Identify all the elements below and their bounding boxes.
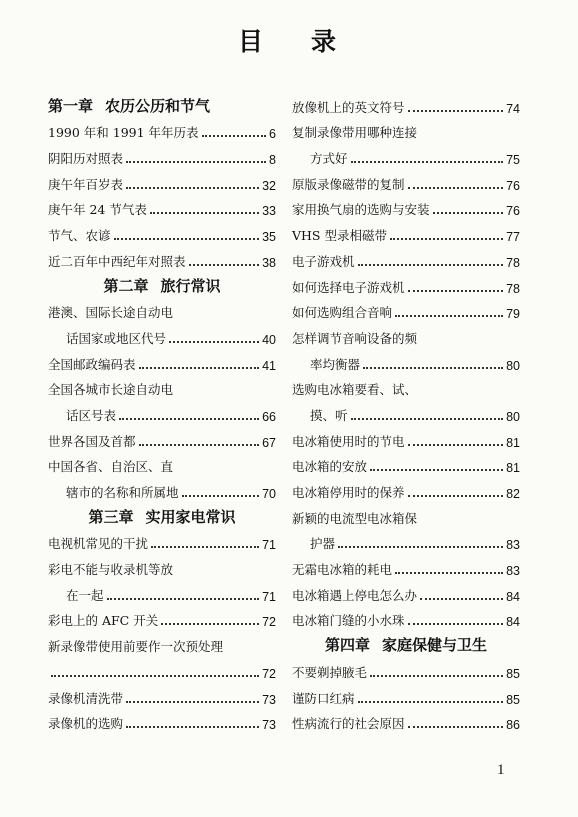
toc-entry [292, 141, 520, 167]
toc-entry-page: 84 [506, 589, 520, 604]
toc-entry-page: 86 [506, 718, 520, 733]
toc-entry-title: 摸、听 [310, 407, 348, 423]
dot-leader [126, 160, 266, 163]
toc-entry [292, 681, 520, 707]
title-char-2: 录 [311, 27, 341, 56]
dot-leader [189, 263, 260, 266]
toc-entry-title: 无霜电冰箱的耗电 [292, 562, 393, 578]
toc-entry-page: 80 [506, 358, 520, 373]
toc-entry [292, 450, 520, 476]
toc-entry [292, 527, 520, 553]
toc-entry-title: 护器 [310, 536, 336, 552]
toc-right-column [292, 90, 520, 732]
toc-entry-title: 如何选择电子游戏机 [292, 279, 405, 295]
dot-leader [107, 597, 260, 600]
toc-entry [48, 244, 276, 270]
toc-entry [292, 321, 520, 347]
toc-entry-page: 84 [506, 615, 520, 630]
dot-leader [51, 674, 259, 677]
toc-entry [292, 270, 520, 296]
toc-entry-page: 76 [506, 178, 520, 193]
dot-leader [161, 622, 259, 625]
toc-entry-page: 33 [262, 204, 276, 219]
toc-entry-page: 75 [506, 153, 520, 168]
toc-entry [48, 578, 276, 604]
dot-leader [351, 160, 504, 163]
toc-entry [292, 398, 520, 424]
toc-entry [48, 347, 276, 373]
toc-entry-title: 录像机的选购 [48, 716, 124, 732]
toc-entry-title: 庚午年百岁表 [48, 176, 124, 192]
chapter-number: 第二章 [103, 276, 149, 295]
toc-entry-title: 中国各省、自治区、直 [48, 459, 174, 475]
toc-entry [292, 578, 520, 604]
toc-entry [292, 707, 520, 733]
toc-entry [48, 398, 276, 424]
dot-leader [408, 443, 504, 446]
toc-entry [48, 527, 276, 553]
toc-entry-title: 不要剃掉腋毛 [292, 664, 368, 680]
toc-entry-title: 家用换气扇的选购与安装 [292, 202, 430, 218]
dot-leader [433, 211, 504, 214]
dot-leader [139, 366, 260, 369]
toc-entry [292, 604, 520, 630]
toc-entry-page: 67 [262, 435, 276, 450]
dot-leader [408, 725, 504, 728]
toc-entry-page: 32 [262, 178, 276, 193]
toc-entry [48, 707, 276, 733]
dot-leader [151, 545, 259, 548]
page-title [0, 22, 578, 58]
chapter-name: 家庭保健与卫生 [382, 636, 488, 655]
toc-entry [48, 167, 276, 193]
toc-entry-page: 66 [262, 409, 276, 424]
toc-entry-title: 电子游戏机 [292, 253, 355, 269]
toc-entry-title: 彩电上的 AFC 开关 [48, 613, 159, 629]
toc-entry-title: 复制录像带用哪种连接 [292, 125, 418, 141]
toc-entry-title: 录像机清洗带 [48, 690, 124, 706]
toc-entry-title: 怎样调节音响设备的频 [292, 330, 418, 346]
dot-leader [408, 186, 504, 189]
dot-leader [126, 725, 259, 728]
toc-entry-title: 电冰箱的安放 [292, 459, 368, 475]
toc-entry-page: 82 [506, 487, 520, 501]
dot-leader [390, 237, 503, 240]
chapter-name: 旅行常识 [160, 276, 221, 295]
toc-entry [48, 681, 276, 707]
toc-entry [292, 296, 520, 322]
toc-entry-page: 38 [262, 255, 276, 270]
toc-entry [292, 424, 520, 450]
toc-entry-title: 放像机上的英文符号 [292, 99, 405, 115]
chapter-heading [48, 270, 276, 296]
toc-entry-title: 电冰箱遇上停电怎么办 [292, 587, 418, 603]
dot-leader [202, 134, 267, 137]
dot-leader [126, 186, 259, 189]
toc-entry [292, 501, 520, 527]
toc-entry [48, 296, 276, 322]
dot-leader [395, 571, 503, 574]
toc-entry-title: 电视机常见的干扰 [48, 536, 149, 552]
toc-entry-page: 71 [262, 538, 276, 553]
toc-entry-title: 近二百年中西纪年对照表 [48, 253, 186, 269]
dot-leader [338, 545, 503, 548]
toc-entry-title: 彩电不能与收录机等放 [48, 562, 174, 578]
toc-entry-page: 8 [269, 153, 276, 168]
toc-entry-page: 71 [262, 589, 276, 604]
chapter-number: 第三章 [88, 507, 134, 526]
dot-leader [408, 109, 504, 112]
toc-entry [48, 552, 276, 578]
toc-entry-page: 85 [506, 692, 520, 707]
dot-leader [169, 340, 259, 343]
toc-entry-page: 72 [262, 615, 276, 630]
toc-entry-title: 新录像带使用前要作一次预处理 [48, 639, 224, 655]
toc-entry-title: 如何选购组合音响 [292, 305, 393, 321]
toc-entry-title: 港澳、国际长途自动电 [48, 305, 174, 321]
toc-entry [48, 475, 276, 501]
toc-entry-page: 76 [506, 204, 520, 219]
dot-leader [358, 263, 504, 266]
toc-entry-title: 世界各国及首都 [48, 433, 136, 449]
title-char-1: 目 [237, 27, 267, 56]
dot-leader [370, 468, 503, 471]
toc-entry [292, 552, 520, 578]
chapter-number: 第一章 [48, 96, 94, 115]
toc-entry [292, 347, 520, 373]
toc-entry-title: VHS 型录相磁带 [292, 228, 387, 244]
dot-leader [139, 443, 260, 446]
toc-entry-page: 74 [506, 101, 520, 116]
dot-leader [408, 494, 504, 497]
dot-leader [114, 237, 260, 240]
toc-entry [292, 218, 520, 244]
toc-entry-page: 78 [506, 281, 520, 296]
toc-entry-title: 新颖的电流型电冰箱保 [292, 510, 418, 526]
toc-entry-page: 85 [506, 666, 520, 681]
toc-entry [292, 167, 520, 193]
toc-entry-title: 阴阳历对照表 [48, 151, 124, 167]
toc-entry [292, 655, 520, 681]
toc-entry [48, 604, 276, 630]
dot-leader [150, 211, 259, 214]
chapter-heading [48, 90, 276, 116]
toc-entry-title: 节气、农谚 [48, 228, 111, 244]
dot-leader [408, 289, 504, 292]
page-number: 1 [497, 762, 505, 778]
toc-entry [48, 218, 276, 244]
toc-entry-title: 1990 年和 1991 年年历表 [48, 125, 199, 141]
toc-entry-title: 率均衡器 [310, 356, 361, 372]
toc-entry [48, 141, 276, 167]
dot-leader [351, 417, 504, 420]
toc-entry [292, 373, 520, 399]
toc-entry-page: 80 [506, 409, 520, 424]
toc-entry [292, 244, 520, 270]
toc-entry-page: 73 [262, 718, 276, 733]
toc-entry-title: 选购电冰箱要看、试、 [292, 382, 418, 398]
toc-entry-page: 79 [506, 307, 520, 322]
toc-entry [48, 424, 276, 450]
toc-entry-page: 77 [506, 230, 520, 245]
toc-entry [48, 373, 276, 399]
toc-entry-page: 41 [262, 358, 276, 373]
toc-entry-title: 在一起 [66, 587, 104, 603]
toc-entry-page: 35 [262, 230, 276, 245]
toc-entry-title: 电冰箱停用时的保养 [292, 485, 405, 500]
toc-entry-page: 78 [506, 255, 520, 270]
toc-entry-page: 83 [506, 538, 520, 553]
toc-entry-title: 电冰箱门缝的小水珠 [292, 613, 405, 629]
toc-entry-page: 6 [269, 127, 276, 142]
toc-entry [48, 116, 276, 142]
toc-entry-title: 性病流行的社会原因 [292, 716, 405, 732]
toc-entry-title: 话区号表 [66, 407, 117, 423]
toc-entry [48, 450, 276, 476]
toc-left-column [48, 90, 276, 732]
toc-entry-page: 73 [262, 692, 276, 707]
dot-leader [363, 366, 503, 369]
chapter-heading [292, 629, 520, 655]
toc-entry-title: 庚午年 24 节气表 [48, 202, 147, 218]
dot-leader [119, 417, 259, 420]
toc-entry-page: 81 [506, 461, 520, 476]
toc-entry [292, 90, 520, 116]
chapter-name: 实用家电常识 [145, 507, 236, 526]
toc-entry-page: 81 [506, 435, 520, 450]
toc-entry [48, 629, 276, 655]
dot-leader [370, 674, 503, 677]
dot-leader [395, 314, 503, 317]
toc-entry [292, 475, 520, 501]
toc-entry [292, 193, 520, 219]
toc-entry-title: 话国家或地区代号 [66, 330, 167, 346]
chapter-heading [48, 501, 276, 527]
toc-entry-page: 83 [506, 564, 520, 579]
toc-entry-page: 40 [262, 332, 276, 347]
chapter-number: 第四章 [324, 636, 370, 655]
toc-entry [292, 116, 520, 142]
toc-entry [48, 321, 276, 347]
toc-entry-title: 全国邮政编码表 [48, 356, 136, 372]
dot-leader [408, 622, 504, 625]
toc-entry-title: 原版录像磁带的复制 [292, 176, 405, 192]
toc-entry-title: 全国各城市长途自动电 [48, 382, 174, 398]
toc-entry-title: 方式好 [310, 151, 348, 167]
toc-entry [48, 655, 276, 681]
toc-entry-title: 电冰箱使用时的节电 [292, 433, 405, 449]
chapter-name: 农历公历和节气 [105, 96, 211, 115]
dot-leader [420, 597, 503, 600]
toc-entry-title: 辖市的名称和所属地 [66, 485, 179, 500]
toc-entry-page: 72 [262, 666, 276, 681]
toc-entry-page: 70 [262, 487, 276, 501]
dot-leader [182, 494, 260, 497]
dot-leader [126, 700, 259, 703]
toc-entry [48, 193, 276, 219]
toc-entry-title: 谨防口红病 [292, 690, 355, 706]
dot-leader [358, 700, 504, 703]
